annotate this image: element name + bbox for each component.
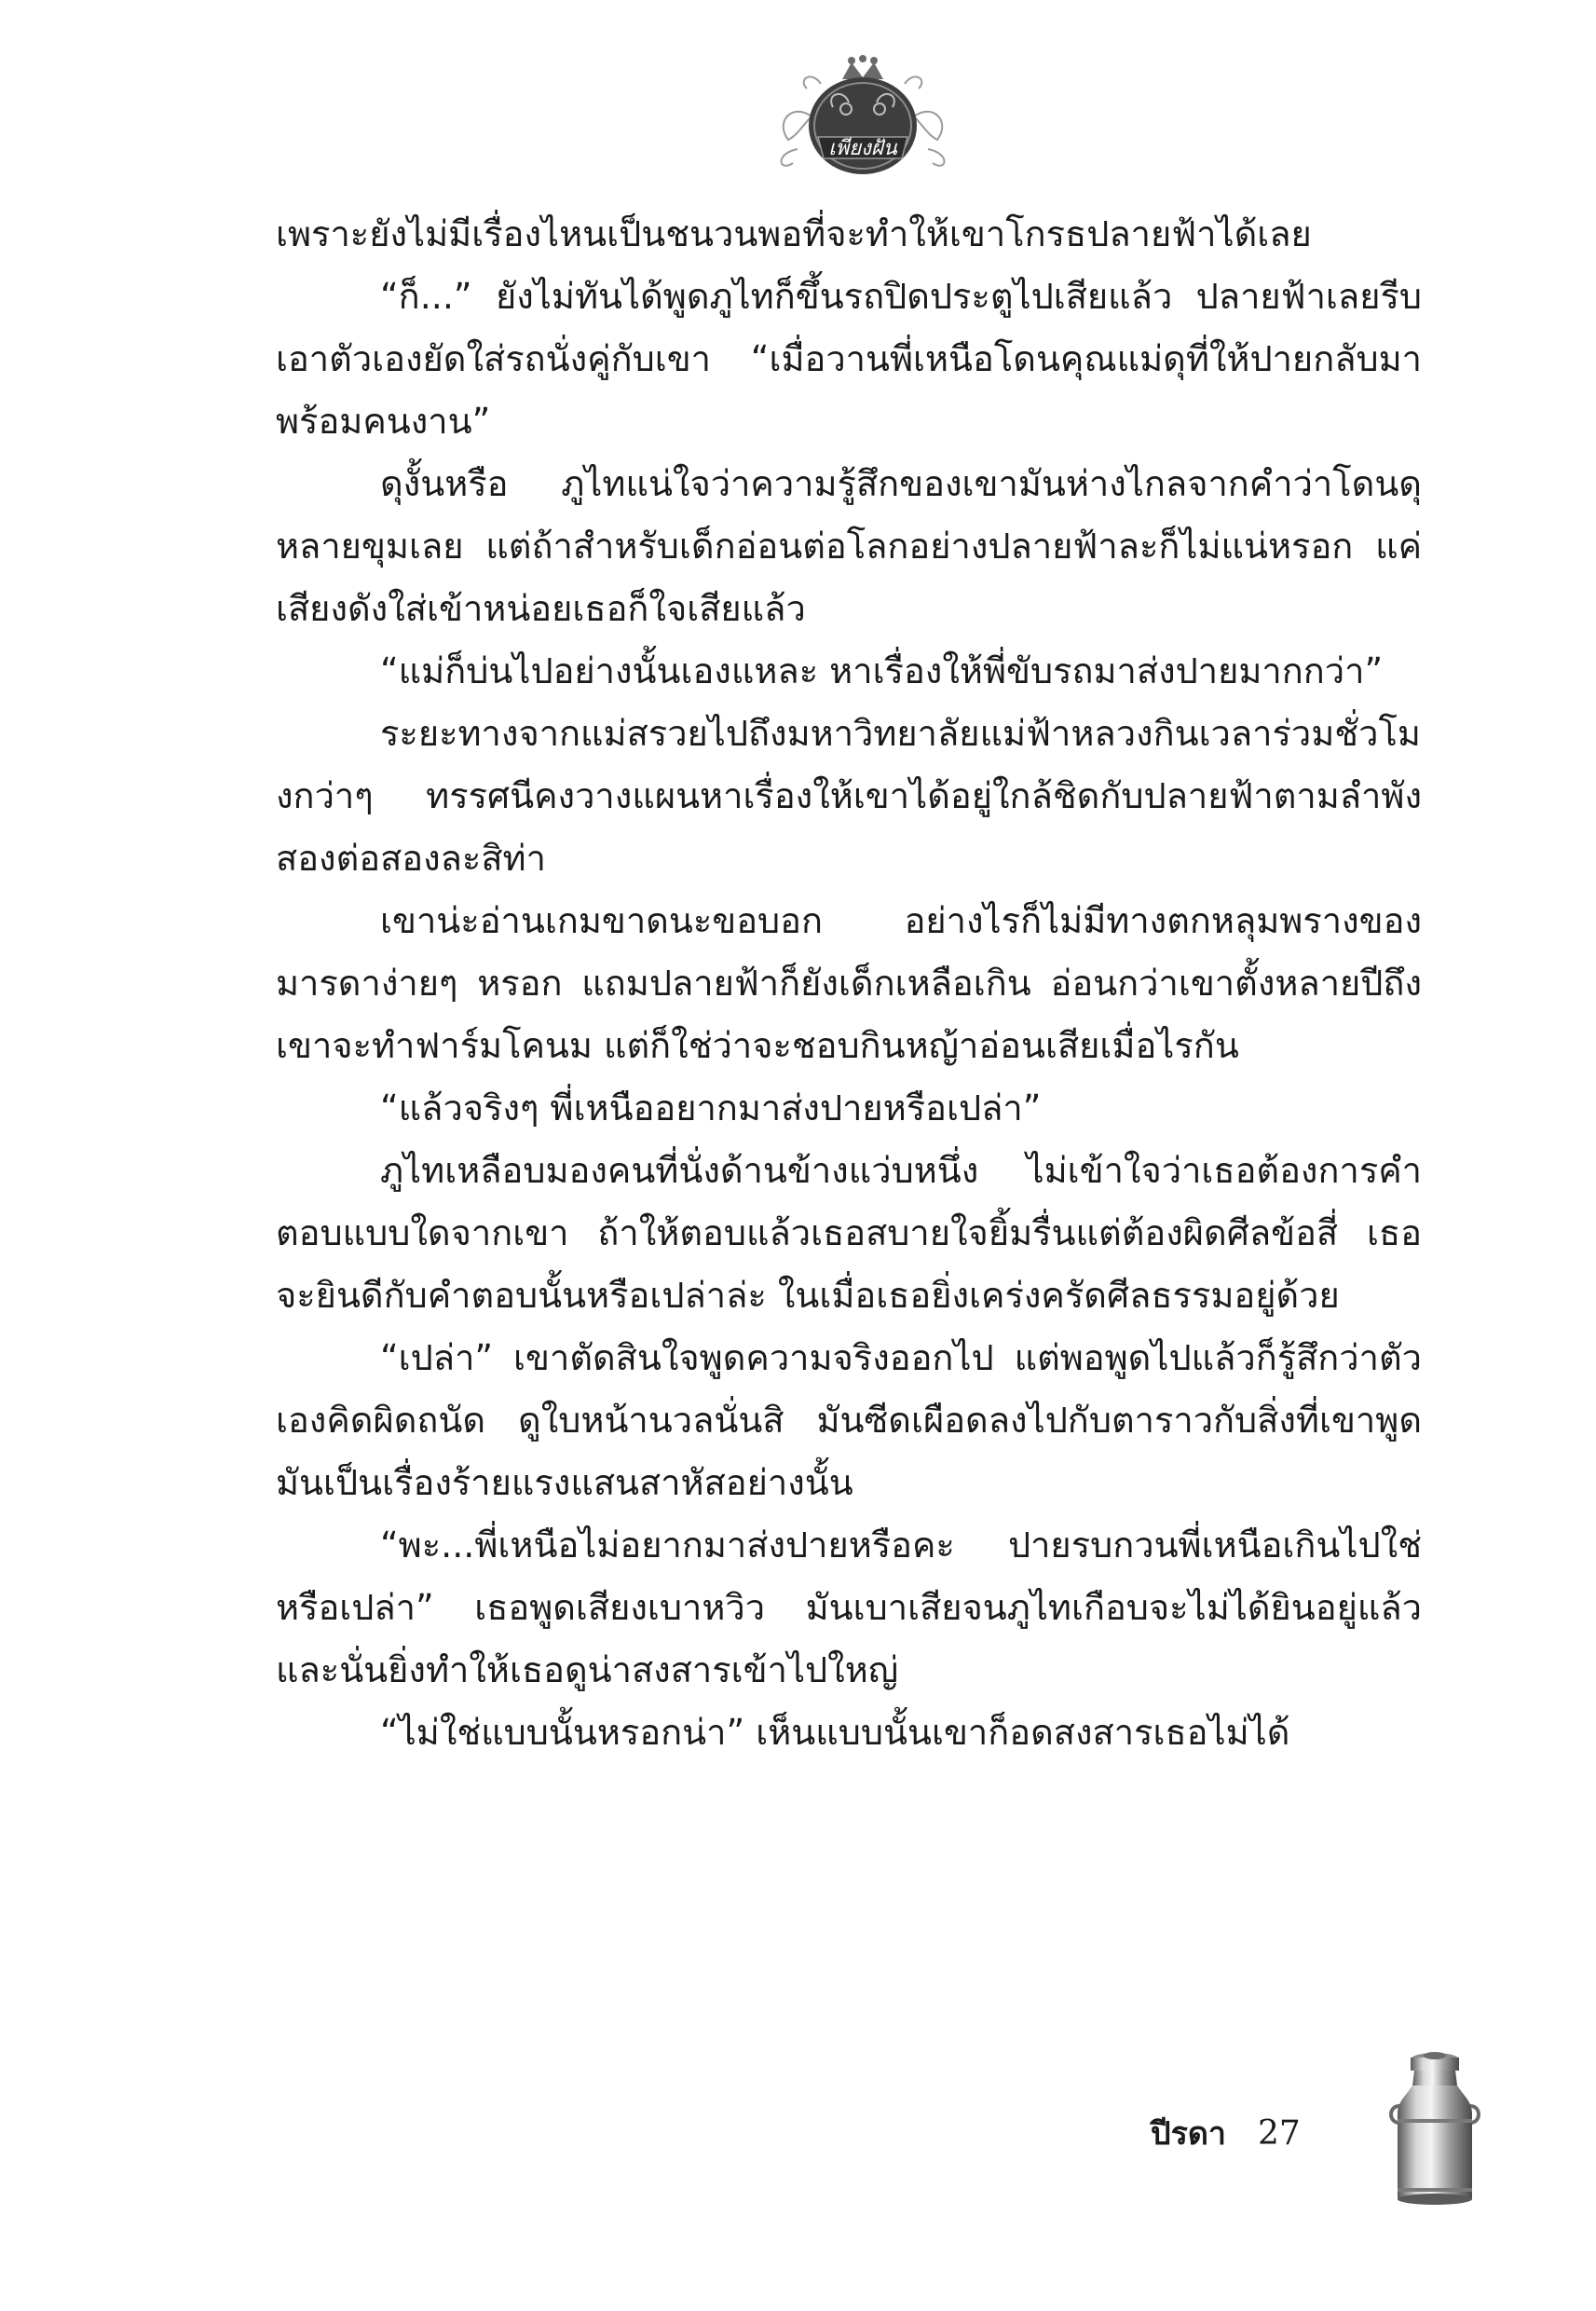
paragraph: ภูไทเหลือบมองคนที่นั่งด้านข้างแว่บหนึ่ง ไม่เข้าใจว่าเธอต้องการคำตอบแบบใดจากเขา ถ้าให้ตอบแล้วเธอสบายใจยิ้มรื่นแต่ต้องผิดศีลข้อสี่ เธอจะยินดีกับคำตอบนั้นหรือเปล่าล่ะ ในเมื่อเธอยิ่งเคร่งครัดศีลธรรมอยู่ด้วย — [276, 1150, 1422, 1316]
paragraph: “แม่ก็บ่นไปอย่างนั้นเองแหละ หาเรื่องให้พี่ขับรถมาส่งปายมากกว่า” — [380, 650, 1384, 691]
author-name: ปีรดา — [1151, 2115, 1227, 2153]
page-number: 27 — [1258, 2114, 1301, 2153]
paragraph: ระยะทางจากแม่สรวยไปถึงมหาวิทยาลัยแม่ฟ้าหลวงกินเวลาร่วมชั่วโมงกว่าๆ ทรรศนีคงวางแผนหาเรื่องให้เขาได้อยู่ใกล้ชิดกับปลายฟ้าตามลำพังสองต่อสองละสิท่า — [276, 713, 1422, 879]
ornament-logo-icon — [770, 51, 956, 186]
paragraph: เขาน่ะอ่านเกมขาดนะขอบอก อย่างไรก็ไม่มีทางตกหลุมพรางของมารดาง่ายๆ หรอก แถมปลายฟ้าก็ยังเด็กเหลือเกิน อ่อนกว่าเขาตั้งหลายปีถึงเขาจะทำฟาร์มโคนม แต่ก็ใช่ว่าจะชอบกินหญ้าอ่อนเสียเมื่อไรกัน — [276, 900, 1422, 1066]
paragraph: “พะ...พี่เหนือไม่อยากมาส่งปายหรือคะ ปายรบกวนพี่เหนือเกินไปใช่หรือเปล่า” เธอพูดเสียงเบาหวิว มันเบาเสียจนภูไทเกือบจะไม่ได้ยินอยู่แล้ว และนั่นยิ่งทำให้เธอดูน่าสงสารเข้าไปใหญ่ — [276, 1525, 1422, 1690]
story-text — [276, 203, 1422, 1764]
paragraph: ดุงั้นหรือ ภูไทแน่ใจว่าความรู้สึกของเขามันห่างไกลจากคำว่าโดนดุหลายขุมเลย แต่ถ้าสำหรับเด็กอ่อนต่อโลกอย่างปลายฟ้าละก็ไม่แน่หรอก แค่เสียงดังใส่เข้าหน่อยเธอก็ใจเสียแล้ว — [276, 463, 1422, 629]
paragraph: เพราะยังไม่มีเรื่องไหนเป็นชนวนพอที่จะทำให้เขาโกรธปลายฟ้าได้เลย — [276, 213, 1312, 254]
milk-can-icon — [1388, 2048, 1481, 2207]
paragraph: “แล้วจริงๆ พี่เหนืออยากมาส่งปายหรือเปล่า” — [380, 1087, 1042, 1128]
paragraph: “ไม่ใช่แบบนั้นหรอกน่า” เห็นแบบนั้นเขาก็อดสงสารเธอไม่ได้ — [380, 1712, 1290, 1753]
logo-text: เพียงฝัน — [828, 137, 897, 160]
page-footer — [1151, 2108, 1301, 2164]
paragraph: “เปล่า” เขาตัดสินใจพูดความจริงออกไป แต่พอพูดไปแล้วก็รู้สึกว่าตัวเองคิดผิดถนัด ดูใบหน้านวลนั่นสิ มันซีดเผือดลงไปกับตาราวกับสิ่งที่เขาพูดมันเป็นเรื่องร้ายแรงแสนสาหัสอย่างนั้น — [276, 1337, 1422, 1503]
paragraph: “ก็...” ยังไม่ทันได้พูดภูไทก็ขึ้นรถปิดประตูไปเสียแล้ว ปลายฟ้าเลยรีบเอาตัวเองยัดใส่รถนั่งคู่กับเขา “เมื่อวานพี่เหนือโดนคุณแม่ดุที่ให้ปายกลับมาพร้อมคนงาน” — [276, 276, 1422, 442]
